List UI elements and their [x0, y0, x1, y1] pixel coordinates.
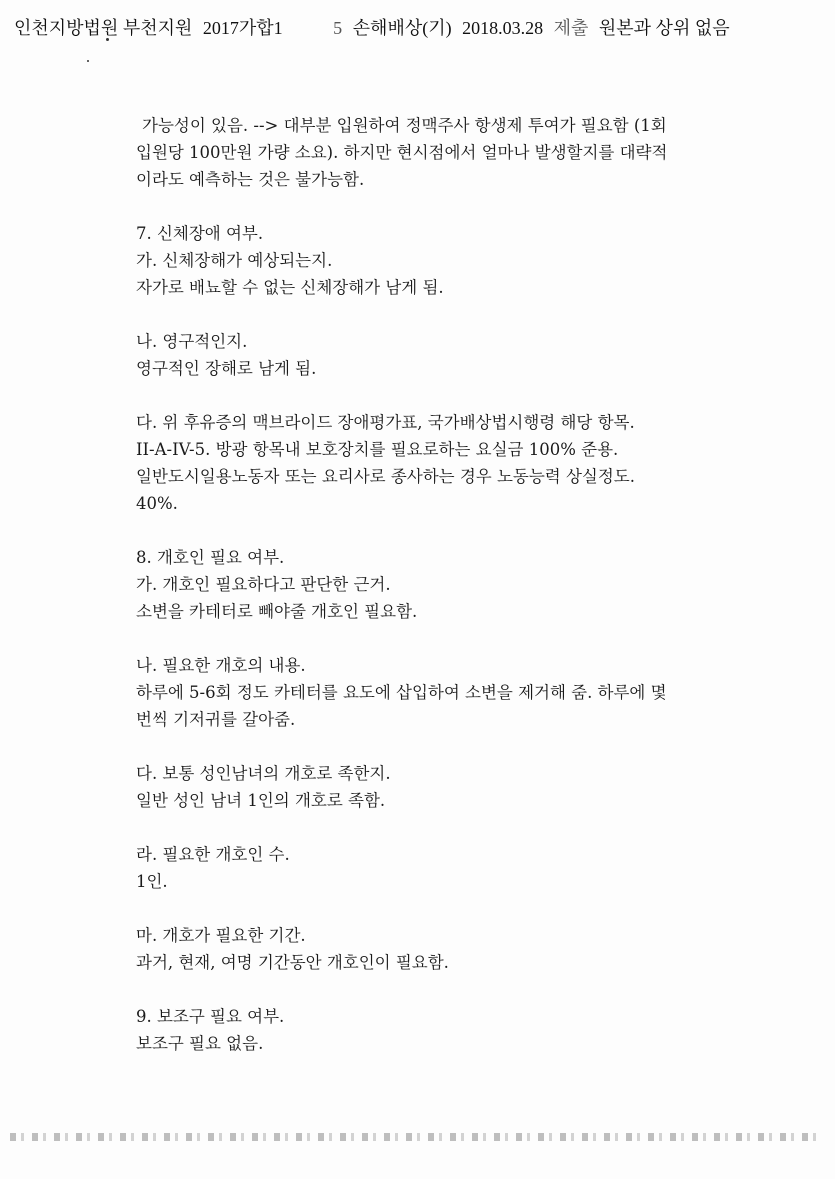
answer-line: 40%.: [136, 494, 178, 513]
answer-line: 하루에 5-6회 정도 카테터를 요도에 삽입하여 소변을 제거해 줌. 하루에 몇: [136, 683, 667, 702]
section-assistive-device: [136, 1003, 736, 1057]
question-line: 가. 개호인 필요하다고 판단한 근거.: [136, 575, 391, 594]
text-line: 가능성이 있음. --> 대부분 입원하여 정맥주사 항생제 투여가 필요함 (1회: [142, 116, 667, 135]
answer-line: 일반 성인 남녀 1인의 개호로 족함.: [136, 791, 386, 810]
paragraph-block: [136, 841, 736, 895]
section-heading: 9. 보조구 필요 여부.: [136, 1007, 285, 1026]
section-caregiver: [136, 544, 736, 625]
scan-speck: [106, 38, 109, 41]
certification-note: 원본과 상위 없음: [598, 18, 730, 38]
section-heading: 7. 신체장애 여부.: [136, 224, 264, 243]
paragraph-block: [136, 922, 736, 976]
answer-line: 영구적인 장해로 남게 됨.: [136, 359, 317, 378]
answer-line: 번씩 기저귀를 갈아줌.: [136, 710, 296, 729]
paragraph-block: [136, 760, 736, 814]
question-line: 라. 필요한 개호인 수.: [136, 845, 290, 864]
question-line: 나. 필요한 개호의 내용.: [136, 656, 306, 675]
court-header: [14, 14, 736, 40]
case-number: 2017가합1: [202, 18, 283, 38]
answer-line: II-A-IV-5. 방광 항목내 보호장치를 필요로하는 요실금 100% 준용.: [136, 440, 619, 459]
paragraph-block: [136, 328, 736, 382]
text-line: 입원당 100만원 가량 소요). 하지만 현시점에서 얼마나 발생할지를 대략적: [136, 143, 668, 162]
paragraph-block: [136, 652, 736, 733]
case-number-tail: 5: [333, 18, 343, 38]
text-line: 이라도 예측하는 것은 불가능함.: [136, 170, 365, 189]
answer-line: 소변을 카테터로 빼야줄 개호인 필요함.: [136, 602, 418, 621]
scan-speck: [87, 60, 89, 62]
court-name: 인천지방법원 부천지원: [14, 18, 193, 38]
submitted-label: 제출: [553, 18, 589, 38]
section-disability: [136, 220, 736, 301]
answer-line: 일반도시일용노동자 또는 요리사로 종사하는 경우 노동능력 상실정도.: [136, 467, 635, 486]
document-body: [136, 112, 736, 1084]
paragraph-block: [136, 112, 736, 193]
header-date: 2018.03.28: [462, 18, 544, 38]
answer-line: 자가로 배뇨할 수 없는 신체장해가 남게 됨.: [136, 278, 444, 297]
answer-line: 1인.: [136, 872, 168, 891]
answer-line: 과거, 현재, 여명 기간동안 개호인이 필요함.: [136, 953, 449, 972]
scan-footer-artifact: [10, 1133, 820, 1141]
paragraph-block: [136, 409, 736, 517]
question-line: 마. 개호가 필요한 기간.: [136, 926, 306, 945]
question-line: 다. 보통 성인남녀의 개호로 족한지.: [136, 764, 391, 783]
question-line: 나. 영구적인지.: [136, 332, 248, 351]
question-line: 가. 신체장해가 예상되는지.: [136, 251, 333, 270]
case-type: 손해배상(기): [352, 18, 452, 38]
section-heading: 8. 개호인 필요 여부.: [136, 548, 285, 567]
answer-line: 보조구 필요 없음.: [136, 1034, 264, 1053]
question-line: 다. 위 후유증의 맥브라이드 장애평가표, 국가배상법시행령 해당 항목.: [136, 413, 635, 432]
